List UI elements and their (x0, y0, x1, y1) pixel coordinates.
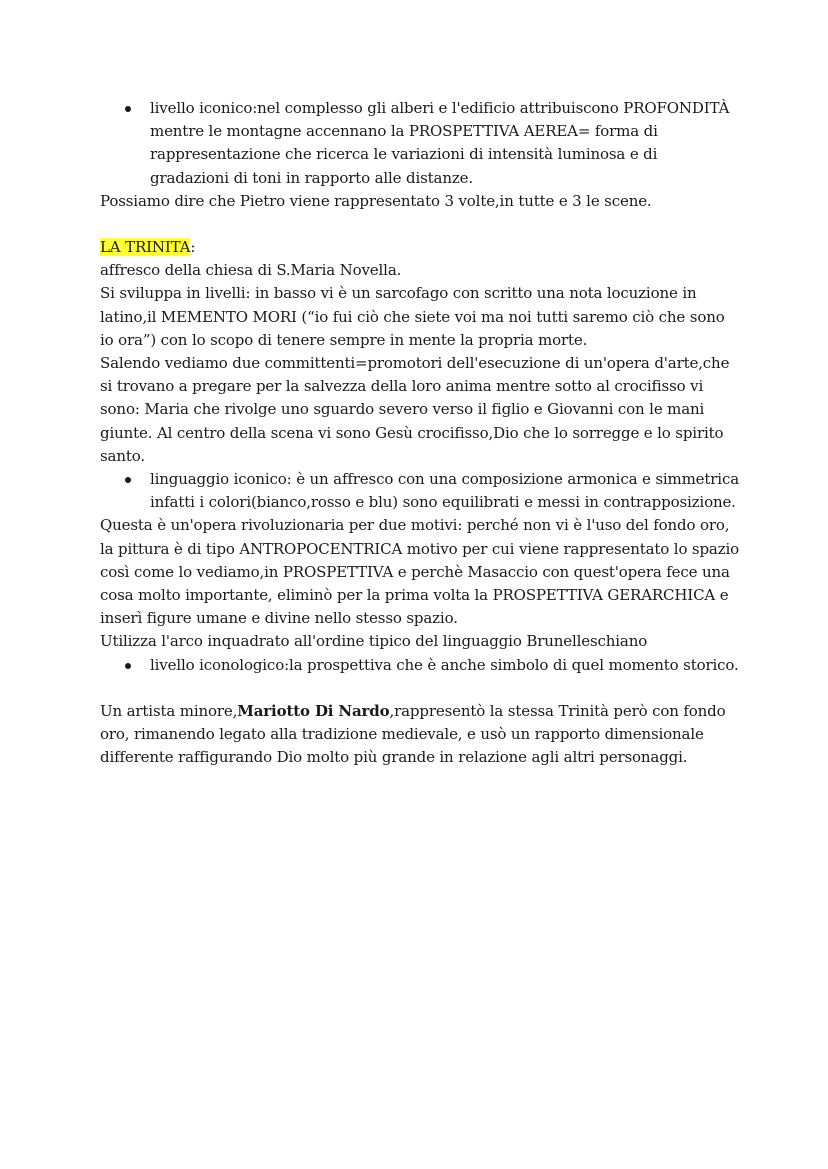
paragraph-mariotto-start: Un artista minore, (100, 701, 238, 720)
bold-name: Mariotto Di Nardo (237, 701, 390, 720)
bullet-dot-icon (125, 663, 131, 669)
bullet-text: livello iconologico:la prospettiva che è anche simbolo di quel momento storico. (150, 655, 739, 674)
bullet-dot-icon (125, 106, 131, 112)
paragraph-mariotto (100, 700, 740, 770)
bullet-item-livello-iconico (100, 97, 740, 190)
paragraph-committenti: Salendo vediamo due committenti=promotori dell'esecuzione di un'opera d'arte,che si trovano a pregare per la salvezza della loro anima mentre sotto al crocifisso vi sono: Maria che rivolge uno sguardo severo verso il figlio e Giovanni con le mani giunte. Al centro della scena vi sono Gesù crocifisso,Dio che lo sorregge e lo spirito santo. (100, 354, 730, 465)
paragraph-affresco: affresco della chiesa di S.Maria Novella. (100, 261, 402, 280)
paragraph-arco: Utilizza l'arco inquadrato all'ordine tipico del linguaggio Brunelleschiano (100, 632, 648, 651)
bullet-dot-icon (125, 477, 131, 483)
paragraph-livelli: Si sviluppa in livelli: in basso vi è un sarcofago con scritto una nota locuzione in latino,il MEMENTO MORI (“io fui ciò che siete voi ma noi tutti saremo ciò che sono io ora”) con lo scopo di tenere sempre in mente la propria morte. (100, 284, 725, 349)
paragraph-rivoluzionaria: Questa è un'opera rivoluzionaria per due motivi: perché non vi è l'uso del fondo oro, la pittura è di tipo ANTROPOCENTRICA motivo per cui viene rappresentato lo spazio così come lo vediamo,in PROSPETTIVA e perchè Masaccio con quest'opera fece una cosa molto importante, eliminò per la prima volta la PROSPETTIVA GERARCHICA e inserì figure umane e divine nello stesso spazio. (100, 516, 740, 628)
bullet-text: livello iconico:nel complesso gli alberi e l'edificio attribuiscono PROFONDITÀ mentre le montagne accennano la PROSPETTIVA AEREA= forma di rappresentazione che ricerca le variazioni di intensità luminosa e di gradazioni di toni in rapporto alle distanze. (150, 99, 730, 187)
paragraph-mariotto-rest: ,rappresentò la stessa Trinità però con fondo oro, rimanendo legato alla tradizione medievale, e usò un rapporto dimensionale differente raffigurando Dio molto più grande in relazione agli altri personaggi. (100, 701, 726, 767)
bullet-item-livello-iconologico (100, 654, 740, 677)
section-heading (100, 236, 740, 259)
paragraph-gap (100, 677, 740, 700)
bullet-text: linguaggio iconico: è un affresco con una composizione armonica e simmetrica infatti i colori(bianco,rosso e blu) sono equilibrati e messi in contrapposizione. (150, 470, 739, 512)
highlighted-heading: LA TRINITA (100, 238, 191, 257)
bullet-item-linguaggio-iconico (100, 468, 740, 514)
heading-colon: : (190, 238, 196, 257)
paragraph-gap (100, 213, 740, 236)
paragraph-pietro: Possiamo dire che Pietro viene rappresentato 3 volte,in tutte e 3 le scene. (100, 191, 652, 210)
document-body (100, 97, 740, 769)
